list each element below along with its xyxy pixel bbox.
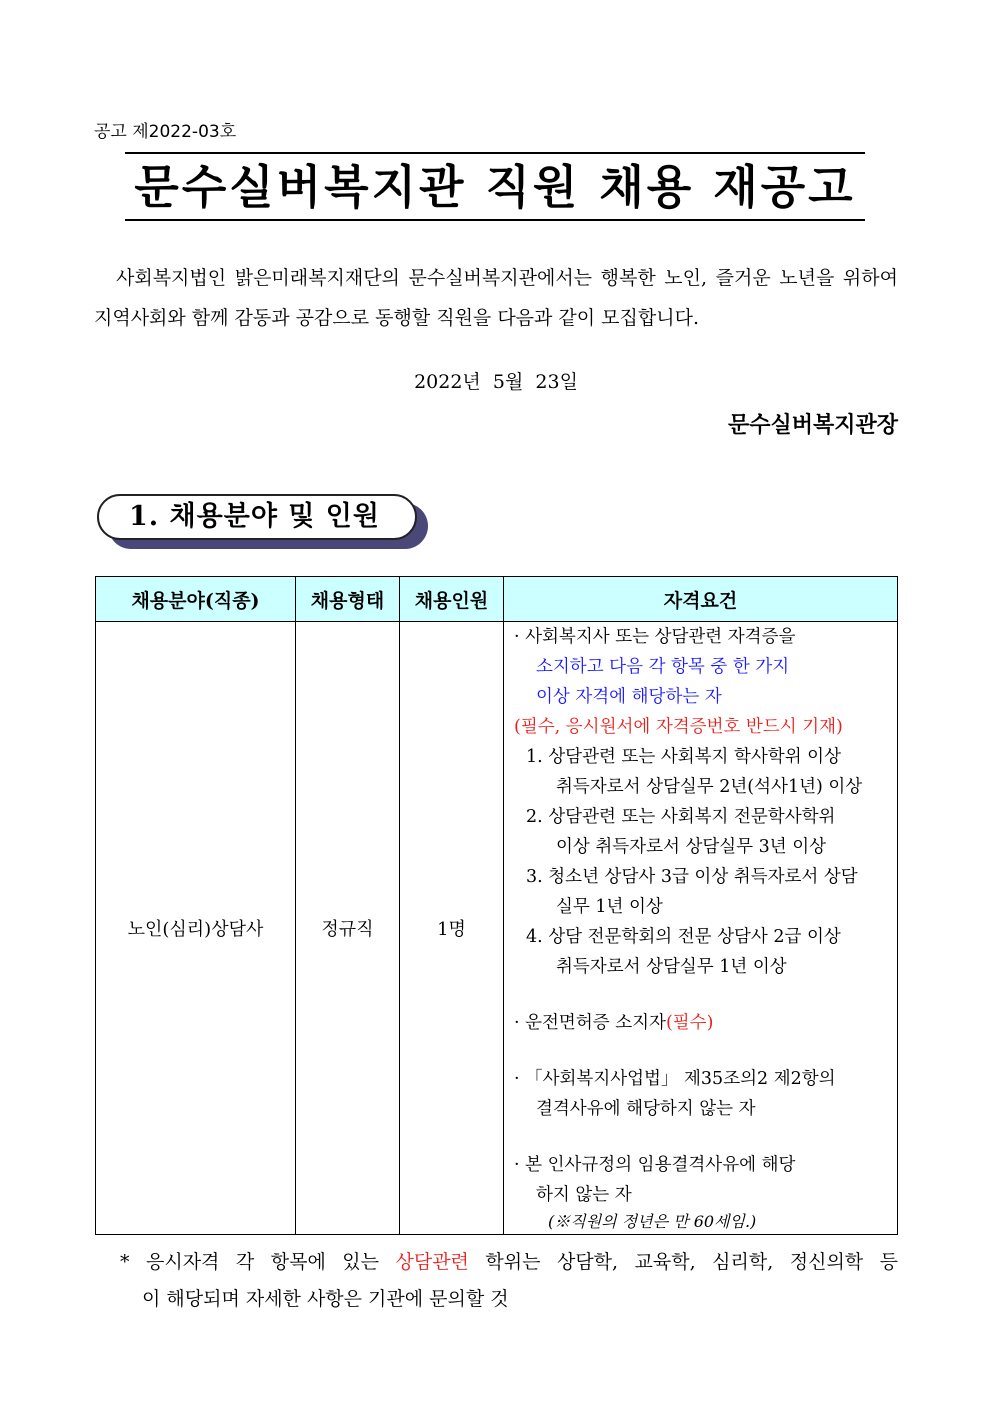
signer: 문수실버복지관장 (727, 413, 898, 438)
notice-number: 공고 제2022-03호 (94, 122, 237, 142)
req-line: 하지 않는 자 (536, 1185, 632, 1205)
table-row (96, 622, 898, 1235)
footnote-text: 학위는 상담학, 교육학, 심리학, 정신의학 등 (468, 1251, 898, 1273)
req-item-4-cont: 취득자로서 상담실무 1년 이상 (556, 957, 787, 977)
req-text: 소지하고 다음 (536, 657, 649, 677)
footnote (120, 1244, 898, 1318)
req-line: 결격사유에 해당하지 않는 자 (536, 1099, 756, 1119)
intro-paragraph (94, 258, 898, 338)
req-item-3: 3. 청소년 상담사 3급 이상 취득자로서 상담 (526, 867, 858, 887)
req-text: · 운전면허증 소지자 (514, 1013, 666, 1033)
footnote-text: * 응시자격 각 항목에 있는 (120, 1251, 396, 1273)
req-item-1-cont: 취득자로서 상담실무 2년(석사1년) 이상 (556, 777, 863, 797)
recruitment-table (95, 576, 898, 1235)
page-title: 문수실버복지관 직원 채용 재공고 (134, 160, 856, 214)
footnote-line-2: 이 해당되며 자세한 사항은 기관에 문의할 것 (142, 1288, 509, 1310)
header-field: 채용분야(직종) (96, 577, 296, 622)
title-bottom-rule (125, 219, 865, 221)
header-requirements: 자격요건 (504, 577, 898, 622)
req-line: · 사회복지사 또는 상담관련 자격증을 (514, 627, 796, 647)
header-type: 채용형태 (296, 577, 400, 622)
footnote-highlight: 상담관련 (395, 1251, 469, 1273)
header-count: 채용인원 (400, 577, 504, 622)
req-item-2-cont: 이상 취득자로서 상담실무 3년 이상 (556, 837, 827, 857)
cell-type: 정규직 (296, 622, 400, 1235)
req-line: 이상 자격에 해당하는 자 (536, 687, 722, 707)
intro-text: 사회복지법인 밝은미래복지재단의 문수실버복지관에서는 행복한 노인, 즐거운 노년을 위하여 지역사회와 함께 감동과 공감으로 동행할 직원을 다음과 같이 모집합니다. (94, 267, 898, 329)
req-item-3-cont: 실무 1년 이상 (556, 897, 663, 917)
req-line: · 본 인사규정의 임용결격사유에 해당 (514, 1155, 796, 1175)
req-highlight: 각 항목 중 한 가지 (648, 657, 790, 677)
cell-requirements (504, 622, 898, 1235)
retirement-note: (※직원의 정년은 만 60세임.) (548, 1212, 757, 1231)
cell-field: 노인(심리)상담사 (96, 622, 296, 1235)
cell-count: 1명 (400, 622, 504, 1235)
req-item-4: 4. 상담 전문학회의 전문 상담사 2급 이상 (526, 927, 841, 947)
notice-date: 2022년 5월 23일 (414, 371, 578, 393)
req-line (514, 1008, 893, 1038)
section-heading-1: 1. 채용분야 및 인원 (97, 494, 417, 540)
req-line: · 「사회복지사업법」 제35조의2 제2항의 (514, 1069, 836, 1089)
req-mandatory: (필수) (665, 1013, 714, 1033)
table-header-row (96, 577, 898, 622)
footnote-line-1 (120, 1244, 898, 1281)
req-mandatory-note: (필수, 응시원서에 자격증번호 반드시 기재) (514, 717, 843, 737)
req-item-2: 2. 상담관련 또는 사회복지 전문학사학위 (526, 807, 836, 827)
req-item-1: 1. 상담관련 또는 사회복지 학사학위 이상 (526, 747, 841, 767)
req-line (514, 652, 893, 682)
title-top-rule (125, 152, 865, 154)
